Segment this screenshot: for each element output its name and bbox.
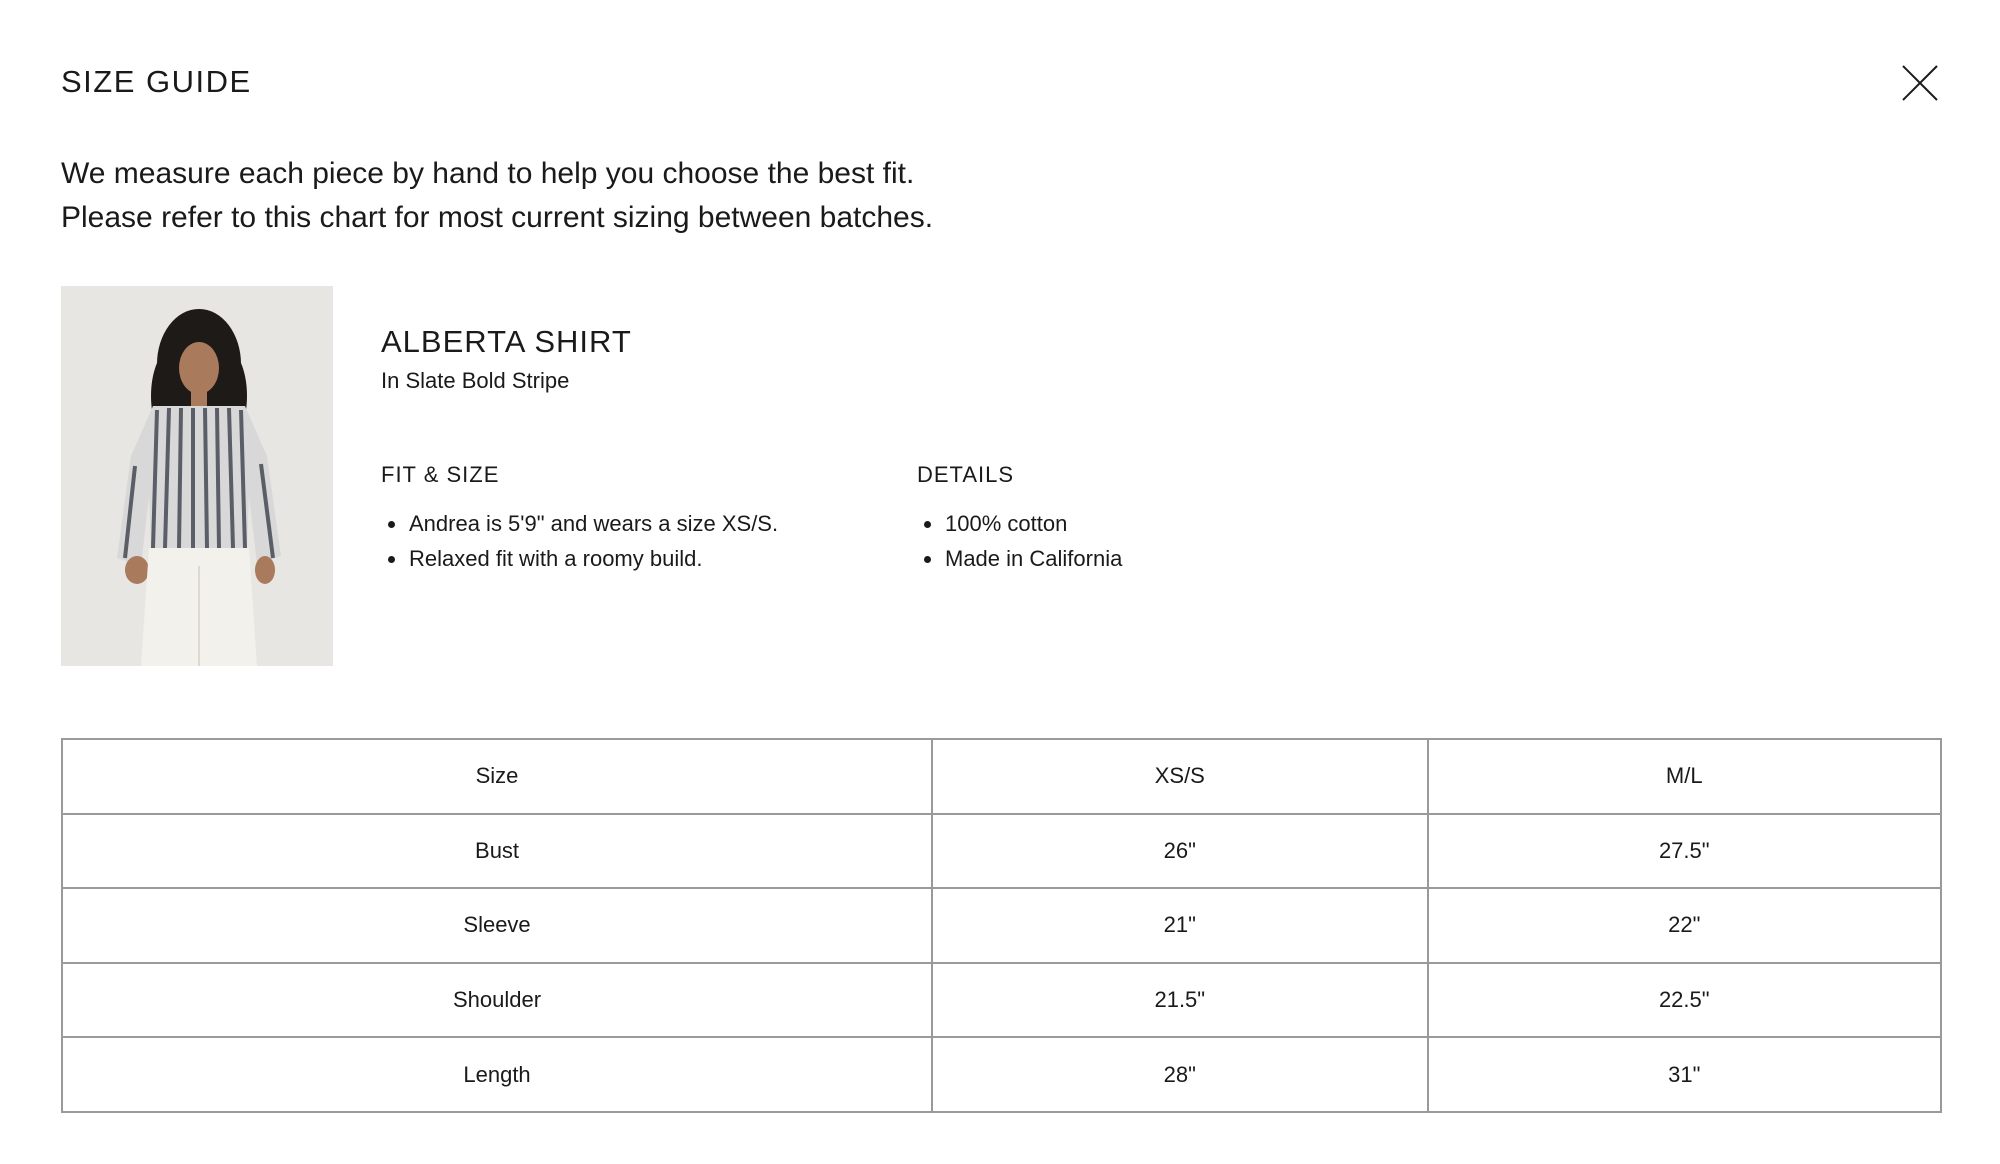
product-color: In Slate Bold Stripe — [381, 368, 570, 393]
product-image — [61, 286, 333, 666]
table-row — [62, 1037, 1941, 1112]
table-row — [62, 963, 1941, 1038]
table-row — [62, 888, 1941, 963]
intro-text — [61, 152, 933, 240]
intro-line-1: We measure each piece by hand to help you choose the best fit. — [61, 157, 915, 190]
table-cell: Size — [62, 739, 932, 814]
details-heading: DETAILS — [917, 462, 1015, 487]
details-section — [917, 462, 1122, 576]
list-item: 100% cotton — [917, 506, 1122, 541]
product-summary — [61, 286, 1941, 666]
fit-list — [381, 506, 778, 576]
table-cell: Sleeve — [62, 888, 932, 963]
table-cell: 22.5" — [1428, 963, 1941, 1038]
fit-and-size-heading: FIT & SIZE — [381, 462, 500, 487]
close-button[interactable] — [1901, 64, 1939, 102]
table-row — [62, 739, 1941, 814]
size-chart-table — [61, 738, 1942, 1113]
table-cell: 21.5" — [932, 963, 1427, 1038]
table-cell: 22" — [1428, 888, 1941, 963]
table-cell: Length — [62, 1037, 932, 1112]
product-name: ALBERTA SHIRT — [381, 324, 632, 359]
table-cell: 28" — [932, 1037, 1427, 1112]
table-row — [62, 814, 1941, 889]
intro-line-2: Please refer to this chart for most current sizing between batches. — [61, 201, 934, 234]
close-icon — [1901, 64, 1939, 102]
table-cell: 21" — [932, 888, 1427, 963]
modal-title: SIZE GUIDE — [61, 64, 252, 99]
table-cell: M/L — [1428, 739, 1941, 814]
table-cell: 26" — [932, 814, 1427, 889]
list-item: Relaxed fit with a roomy build. — [381, 541, 778, 576]
list-item: Made in California — [917, 541, 1122, 576]
table-cell: XS/S — [932, 739, 1427, 814]
table-cell: Shoulder — [62, 963, 932, 1038]
table-cell: Bust — [62, 814, 932, 889]
table-cell: 31" — [1428, 1037, 1941, 1112]
fit-and-size-section — [381, 462, 778, 576]
list-item: Andrea is 5'9" and wears a size XS/S. — [381, 506, 778, 541]
table-cell: 27.5" — [1428, 814, 1941, 889]
details-list — [917, 506, 1122, 576]
